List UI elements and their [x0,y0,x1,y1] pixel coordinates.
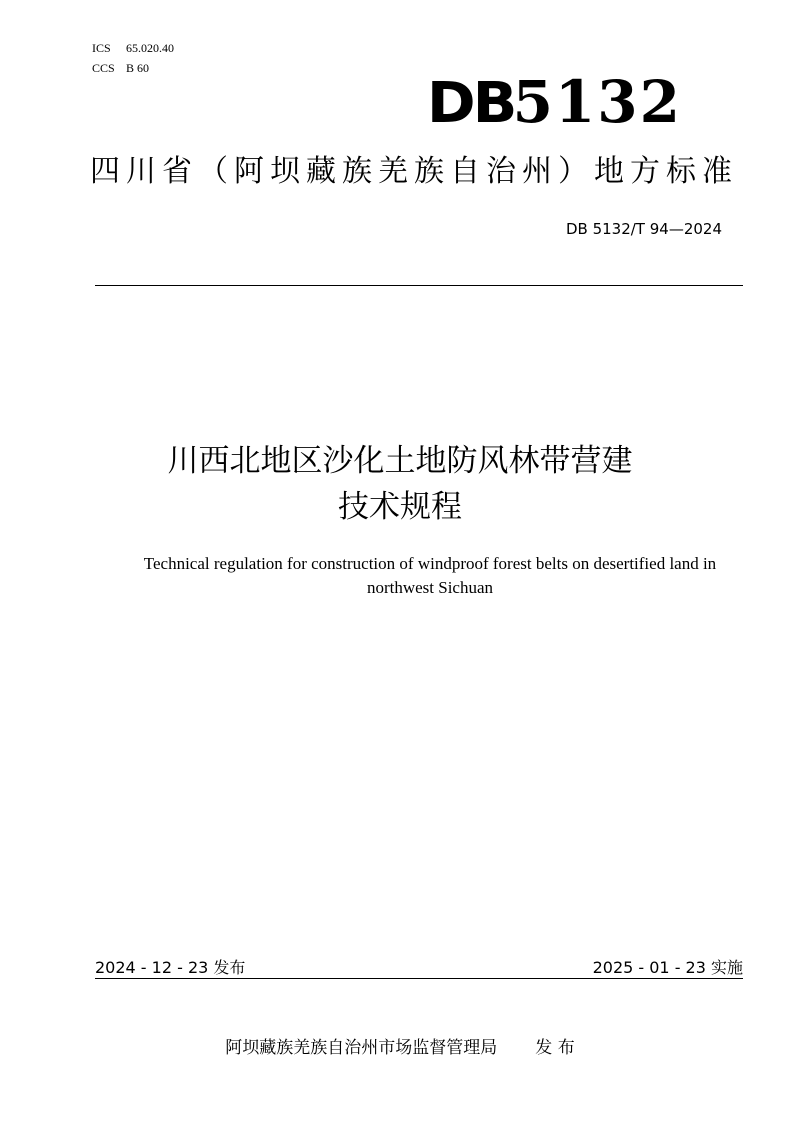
top-divider [95,285,743,286]
standard-number: DB 5132/T 94—2024 [565,220,722,238]
ics-value: 65.020.40 [126,41,174,55]
standard-type-heading: 四川省（阿坝藏族羌族自治州）地方标准 [90,154,738,189]
ics-row [92,38,174,58]
english-title [60,552,800,600]
bottom-divider [95,978,743,979]
db-logo-prefix: DB [427,71,515,136]
chinese-title-line-1: 川西北地区沙化土地防风林带营建 [167,443,633,479]
ccs-label: CCS [92,61,115,75]
ics-label: ICS [92,41,111,55]
ccs-row [92,58,174,78]
issuer-action: 发 布 [535,1038,575,1058]
classification-codes [92,38,174,78]
issuer-line [0,1033,800,1058]
ccs-value: B 60 [126,61,150,75]
db-logo [427,68,682,136]
publish-date: 2024 - 12 - 23 发布 [95,958,246,977]
chinese-title [0,438,800,530]
english-title-line-2: northwest Sichuan [366,578,494,597]
issuer-name: 阿坝藏族羌族自治州市场监督管理局 [225,1038,498,1058]
chinese-title-line-2: 技术规程 [338,489,462,525]
implementation-date: 2025 - 01 - 23 实施 [592,958,743,977]
english-title-line-1: Technical regulation for construction of windproof forest belts on desertified land in [143,554,717,573]
db-logo-number: 5132 [512,68,682,136]
